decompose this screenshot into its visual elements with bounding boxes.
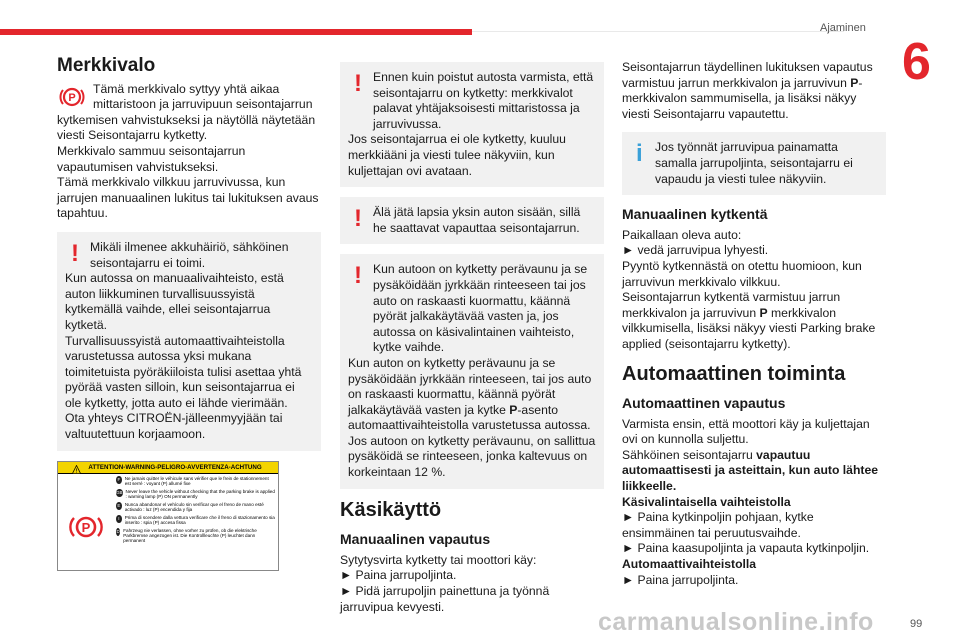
subsection-title-manual-engage: Manuaalinen kytkentä [622,206,768,223]
warning-text: Turvallisuussyistä automaattivaihteistolla varustetussa autossa yksi mukana toimitetuista pyöräkiiloista tulisi asettaa yhtä pyörää vasten silloin, kun seisontajarrua ei ole kytketty, jotta auto ei lähde vierimään. [65,333,302,410]
intro-text: Tämä merkkivalo syttyy yhtä aikaa mittaristoon ja jarruvipuun seisontajarrun kytkemisen vahvistukseksi ja näytöllä näytetään viesti Seisontajarru kytketty. [57,81,316,143]
language-code: I [116,515,122,523]
paragraph [622,290,886,352]
text-run-bold: P [759,305,768,320]
step: ► Paina kaasupoljinta ja vapauta kytkinpoljin. [622,541,870,556]
paragraph: Sytytysvirta kytketty tai moottori käy: [340,552,537,567]
chapter-title: Ajaminen [820,22,866,34]
warning-text: Kun autossa on manuaalivaihteisto, estä auton liikkuminen turvallisuussyistä kytkemällä vaihde, ellei seisontajarrua kytketä. [65,271,284,332]
warning-text: Mikäli ilmenee akkuhäiriö, sähköinen seisontajarru ei toimi. [90,239,289,270]
paragraph: Merkkivalo sammuu seisontajarrun vapautumisen vahvistukseksi. [57,143,246,174]
step: ► Paina jarrupoljinta. [340,568,457,583]
warning-mark-icon: ! [71,239,79,267]
label-text: Fahrzeug nie verlassen, ohne vorher zu prüfen, ob die elektrische Parkbremse angezogen ist. Die Kontrollleuchte (P) leuchtet dann permanent [123,527,257,544]
info-mark-icon: i [636,140,643,168]
warning-mark-icon: ! [354,205,362,233]
warning-mark-icon: ! [354,70,362,97]
warning-box [340,254,604,488]
chapter-number: 6 [902,33,931,91]
text-run: merkkivalon vilkkumisella, lisäksi näkyy viesti Parking brake applied (seisontajarru kytketty). [622,305,876,351]
text-run: -merkkivalon sammumisella, ja lisäksi näkyy viesti Seisontajarru vapautettu. [622,75,863,121]
paragraph: Varmista ensin, että moottori käy ja kuljettajan ovi on kunnolla suljettu. [622,416,870,447]
label-line [116,489,276,502]
step: ► Pidä jarrupoljin painettuna ja työnnä jarruvipua kevyesti. [340,584,550,614]
section-title-automatic: Automaattinen toiminta [622,362,846,385]
label-text: Prima di scendere dalla vettura verificare che il freno di stazionamento sia inserito : spia (P) accesa fissa [124,514,275,526]
warning-text: Ennen kuin poistut autosta varmista, että seisontajarru on kytketty: merkkivalot palavat yhtäjaksoisesti mittaristossa ja jarruvivussa. [373,70,594,131]
info-box [622,132,886,195]
language-code: E [117,502,121,508]
svg-text:!: ! [75,468,78,474]
warning-mark-icon: ! [354,262,362,290]
warning-text: Ota yhteys CITROËN-jälleenmyyjään tai valtuutettuun korjaamoon. [65,411,283,442]
text-run: Seisontajarrun kytkentä varmistuu jarrun merkkivalon ja jarruvivun [622,290,841,320]
warning-text: Kun autoon on kytketty perävaunu ja se pysäköidään jyrkkään rinteeseen tai jos auto on raskaasti kuormattu, käännä pyörät jalkakäytävää vasten ja, jos autossa on käsivalintainen vaihteisto, kytke vaihde. [373,262,588,355]
step: ► Paina kytkinpoljin pohjaan, kytke ensimmäinen tai peruutusvaihde. [622,510,814,540]
parking-brake-icon [57,82,87,112]
text-run: Kun auton on kytketty perävaunu ja se pysäköidään jyrkkään rinteeseen, tai jos auto on raskaasti kuormattu, käännä pyörät jalkakäytävää vasten ja kytke [348,355,592,417]
subsection-title-manual-release: Manuaalinen vapautus [340,531,491,548]
paragraph: Tämä merkkivalo vilkkuu jarruvivussa, kun jarrujen manuaalinen lukitus tai lukituksen avaus tapahtuu. [57,175,319,221]
intro-block [57,82,321,144]
text-run-bold: P [850,75,859,90]
page-number: 99 [910,618,923,630]
paragraph: Paikallaan oleva auto: [622,227,742,242]
warning-box [340,197,604,244]
language-code: GB [116,489,123,495]
info-text: Jos työnnät jarruvipua painamatta samalla jarrupoljinta, seisontajarru ei vapaudu ja viesti tulee näkyviin. [655,140,853,186]
warning-text: Jos seisontajarrua ei ole kytketty, kuuluu merkkiääni ja viesti tulee näkyviin, kun kuljettajan ovi avataan. [348,132,566,178]
warning-label-image [57,461,279,571]
paragraph: Pyyntö kytkennästä on otettu huomioon, kun jarruvivun merkkivalo vilkkuu. [622,258,862,289]
language-code: D [116,528,120,534]
text-run: -asento automaattivaihteistolla varustetussa autossa. [348,402,591,433]
column-middle [340,52,604,615]
warning-box [340,62,604,187]
label-text: Never leave the vehicle without checking that the parking brake is applied : warning lamp (P) ON permanently [125,488,275,500]
header-accent-bar [0,29,472,35]
text-run-bold: vapautuu automaattisesti ja asteittain, kun auto lähtee liikkeelle. [622,447,879,494]
label-text: Nunca abandonar el vehículo sin verificar que el freno de mano esté activado : luz (P) encendida y fija [124,501,264,513]
section-title-merkkivalo: Merkkivalo [57,55,156,76]
warning-box [57,232,321,451]
label-line [116,515,276,528]
step: ► Paina jarrupoljinta. [622,572,739,587]
label-line [116,528,276,546]
subsection-title-automatic-release: Automaattinen vapautus [622,395,786,412]
step: ► vedä jarruvipua lyhyesti. [622,243,769,258]
warning-text: Jos autoon on kytketty perävaunu, on sallittua pysäköidä se rinteeseen, jonka kaltevuus on korkeintaan 12 %. [348,433,596,480]
svg-text:P: P [81,519,91,535]
warning-text: Älä jätä lapsia yksin auton sisään, sillä he saattavat vapauttaa seisontajarrun. [373,205,581,235]
svg-text:P: P [68,91,76,104]
parking-brake-icon [66,512,106,542]
label-line [116,476,276,489]
warning-triangle-icon [72,465,81,474]
column-left [57,55,321,571]
header-rule [472,31,844,32]
label-header: ATTENTION-WARNING-PELIGRO-AVVERTENZA-ACHTUNG [58,462,278,474]
paragraph [622,448,886,495]
section-title-kasikaytto: Käsikäyttö [340,498,442,521]
label-lines [116,476,276,546]
text-run-bold: P [509,402,518,417]
text-run: Sähköinen seisontajarru [622,447,757,462]
label-text: Ne jamais quitter le véhicule sans vérifier que le frein de stationnement est serré : voyant (P) allumé fixe [124,475,269,487]
inline-heading: Automaattivaihteistolla [622,557,757,572]
language-code: F [117,476,121,482]
paragraph [622,60,886,122]
column-right [622,60,886,588]
text-run: Seisontajarrun täydellinen lukituksen vapautus varmistuu jarrun merkkivalon ja jarruvivun [622,60,873,90]
warning-text [348,356,596,434]
inline-heading: Käsivalintaisella vaihteistolla [622,494,791,509]
watermark: carmanualsonline.info [598,608,874,636]
label-line [116,502,276,515]
